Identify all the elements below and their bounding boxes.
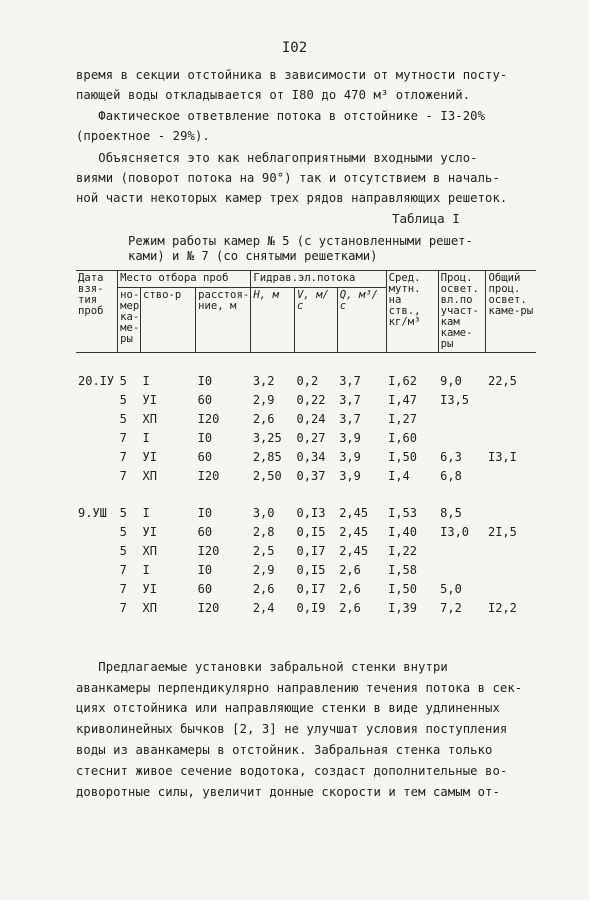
cell-date [76, 466, 118, 485]
cell-turbidity: I,50 [388, 449, 417, 464]
header-clarification-pct: Проц. освет. вл.по участ-кам каме-ры [438, 271, 486, 353]
cell-depth: 2,50 [252, 468, 282, 483]
cell-depth: 2,9 [252, 392, 275, 407]
cell-clarification [438, 541, 486, 560]
cell-depth: 2,4 [252, 600, 275, 615]
header-date: Дата взя-тия проб [76, 271, 118, 353]
cell-turbidity: I,62 [388, 373, 417, 388]
cell-discharge: 2,6 [339, 600, 361, 615]
cell-section: ХП [142, 543, 157, 558]
header-total-clarification: Общий проц. освет. каме-ры [486, 271, 536, 353]
header-sampling-place: Место отбора проб [118, 271, 251, 288]
cell-chamber: 5 [119, 505, 127, 520]
table-row [76, 541, 536, 560]
cell-chamber: 5 [119, 524, 127, 539]
cell-total: I3,I [487, 449, 517, 464]
table-row [76, 428, 536, 447]
cell-turbidity: I,27 [388, 411, 417, 426]
cell-chamber: 5 [119, 543, 127, 558]
cell-discharge: 3,9 [339, 468, 361, 483]
cell-section: ХП [142, 411, 157, 426]
cell-distance: I20 [197, 468, 220, 483]
cell-discharge: 3,9 [339, 430, 361, 445]
cell-chamber: 7 [119, 562, 127, 577]
cell-velocity: 0,34 [296, 449, 326, 464]
cell-clarification: 6,8 [440, 468, 462, 483]
cell-total: 22,5 [487, 373, 517, 388]
cell-date [76, 409, 118, 428]
cell-total [486, 579, 536, 598]
cell-chamber: 5 [119, 392, 127, 407]
cell-turbidity: I,47 [388, 392, 417, 407]
cell-distance: I0 [197, 562, 213, 577]
cell-turbidity: I,60 [388, 430, 417, 445]
cell-total [486, 541, 536, 560]
cell-velocity: 0,2 [296, 373, 319, 388]
table-row [76, 560, 536, 579]
header-discharge: Q, м³/с [337, 288, 386, 353]
cell-chamber: 7 [119, 430, 127, 445]
cell-turbidity: I,39 [388, 600, 417, 615]
cell-chamber: 7 [119, 449, 127, 464]
paragraph2-line: воды из аванкамеры в отстойник. Забральная стенка только [76, 743, 493, 757]
cell-discharge: 2,6 [339, 581, 361, 596]
cell-depth: 2,8 [252, 524, 275, 539]
cell-date [76, 447, 118, 466]
cell-discharge: 2,6 [339, 562, 361, 577]
table-row [76, 371, 536, 390]
header-velocity: V, м/с [295, 288, 338, 353]
cell-date [76, 579, 118, 598]
cell-turbidity: I,4 [388, 468, 410, 483]
cell-section: ХП [142, 468, 157, 483]
header-depth: H, м [251, 288, 295, 353]
cell-turbidity: I,58 [388, 562, 417, 577]
cell-distance: 60 [197, 524, 213, 539]
cell-discharge: 2,45 [339, 505, 369, 520]
cell-clarification: 7,2 [440, 600, 462, 615]
cell-velocity: 0,27 [296, 430, 326, 445]
paragraph1-line: (проектное - 29%). [76, 129, 210, 143]
cell-distance: 60 [197, 449, 213, 464]
paragraph1-line: время в секции отстойника в зависимости от мутности посту- [76, 68, 508, 82]
cell-date [76, 390, 118, 409]
table-row [76, 503, 536, 522]
paragraph1-line: ной части некоторых камер трех рядов направляющих решеток. [76, 191, 508, 205]
cell-total: I2,2 [487, 600, 517, 615]
cell-depth: 2,85 [252, 449, 282, 464]
table-row [76, 390, 536, 409]
cell-turbidity: I,53 [388, 505, 417, 520]
paragraph2-line: доворотные силы, увеличит донные скорости и тем самым от- [76, 785, 500, 799]
cell-clarification: I3,5 [440, 392, 470, 407]
table-row [76, 522, 536, 541]
cell-section: УI [142, 524, 157, 539]
cell-date: 9.УШ [78, 505, 107, 520]
cell-distance: I0 [197, 373, 213, 388]
cell-turbidity: I,40 [388, 524, 417, 539]
paragraph2-line: стеснит живое сечение водотока, создаст дополнительные во- [76, 764, 508, 778]
cell-velocity: 0,I5 [296, 562, 326, 577]
cell-chamber: 5 [119, 373, 127, 388]
cell-distance: I0 [197, 505, 213, 520]
table-row [76, 447, 536, 466]
cell-chamber: 7 [119, 600, 127, 615]
cell-discharge: 2,45 [339, 543, 369, 558]
cell-section: I [142, 373, 150, 388]
cell-distance: 60 [197, 581, 213, 596]
cell-velocity: 0,37 [296, 468, 326, 483]
paragraph2-line: аванкамеры перпендикулярно направлению течения потока в сек- [76, 681, 523, 695]
cell-section: УI [142, 581, 157, 596]
cell-discharge: 2,45 [339, 524, 369, 539]
cell-depth: 3,25 [252, 430, 282, 445]
cell-total [486, 428, 536, 447]
cell-chamber: 7 [119, 468, 127, 483]
cell-turbidity: I,22 [388, 543, 417, 558]
cell-turbidity: I,50 [388, 581, 417, 596]
cell-discharge: 3,7 [339, 373, 361, 388]
cell-date [76, 522, 118, 541]
cell-depth: 2,6 [252, 411, 275, 426]
cell-chamber: 7 [119, 581, 127, 596]
paragraph1-line: Фактическое ответвление потока в отстойнике - I3-20% [76, 109, 486, 123]
cell-discharge: 3,7 [339, 411, 361, 426]
cell-section: УI [142, 449, 157, 464]
table-body [76, 353, 536, 618]
cell-distance: I20 [197, 411, 220, 426]
cell-velocity: 0,I3 [296, 505, 326, 520]
cell-distance: 60 [197, 392, 213, 407]
cell-total [486, 390, 536, 409]
cell-section: I [142, 430, 150, 445]
cell-distance: I20 [197, 600, 220, 615]
cell-total [486, 560, 536, 579]
table-number: Таблица I [392, 211, 460, 226]
cell-velocity: 0,I5 [296, 524, 326, 539]
data-table [76, 270, 536, 617]
cell-section: I [142, 505, 150, 520]
table-caption-line: ками) и № 7 (со снятыми решетками) [128, 249, 378, 263]
paragraph1-line: пающей воды откладывается от I80 до 470 м³ отложений. [76, 88, 471, 102]
cell-section: ХП [142, 600, 157, 615]
cell-date [76, 560, 118, 579]
cell-clarification: I3,0 [440, 524, 470, 539]
cell-clarification: 9,0 [440, 373, 462, 388]
cell-clarification [438, 409, 486, 428]
paragraph1-line: виями (поворот потока на 90°) так и отсутствием в началь- [76, 171, 500, 185]
paragraph2-line: криволинейных бычков [2, 3] не улучшат условия поступления [76, 722, 508, 736]
cell-total: 2I,5 [487, 524, 517, 539]
cell-velocity: 0,I7 [296, 581, 326, 596]
cell-discharge: 3,7 [339, 392, 361, 407]
cell-velocity: 0,I9 [296, 600, 326, 615]
cell-chamber: 5 [119, 411, 127, 426]
cell-distance: I20 [197, 543, 220, 558]
cell-discharge: 3,9 [339, 449, 361, 464]
cell-section: I [142, 562, 150, 577]
table-row [76, 598, 536, 617]
cell-depth: 3,0 [252, 505, 275, 520]
header-section: ство-р [141, 288, 196, 353]
header-hydraulics: Гидрав.эл.потока [251, 271, 386, 288]
cell-velocity: 0,I7 [296, 543, 326, 558]
cell-date: 20.IУ [78, 373, 115, 388]
cell-total [486, 466, 536, 485]
table-row [76, 466, 536, 485]
cell-depth: 2,5 [252, 543, 275, 558]
cell-date [76, 598, 118, 617]
header-distance: расстоя-ние, м [196, 288, 251, 353]
paragraph2-line: циях отстойника или направляющие стенки в виде удлиненных [76, 701, 500, 715]
cell-date [76, 541, 118, 560]
header-chamber-no: но-мер ка-ме-ры [118, 288, 141, 353]
page-number: I02 [281, 40, 308, 56]
paragraph1-line: Объясняется это как неблагоприятными входными усло- [76, 151, 478, 165]
cell-total [486, 503, 536, 522]
cell-total [486, 409, 536, 428]
cell-clarification: 5,0 [440, 581, 462, 596]
paragraph2-line: Предлагаемые установки забральной стенки внутри [76, 660, 448, 674]
header-turbidity: Сред. мутн. на ств., кг/м³ [386, 271, 438, 353]
cell-distance: I0 [197, 430, 213, 445]
cell-date [76, 428, 118, 447]
cell-clarification [438, 428, 486, 447]
cell-depth: 2,6 [252, 581, 275, 596]
table-row [76, 409, 536, 428]
cell-clarification: 6,3 [440, 449, 462, 464]
cell-section: УI [142, 392, 157, 407]
cell-clarification: 8,5 [440, 505, 462, 520]
table-caption-line: Режим работы камер № 5 (с установленными решет- [128, 234, 473, 248]
cell-velocity: 0,22 [296, 392, 326, 407]
cell-depth: 2,9 [252, 562, 275, 577]
cell-clarification [438, 560, 486, 579]
table-row [76, 579, 536, 598]
cell-depth: 3,2 [252, 373, 275, 388]
cell-velocity: 0,24 [296, 411, 326, 426]
